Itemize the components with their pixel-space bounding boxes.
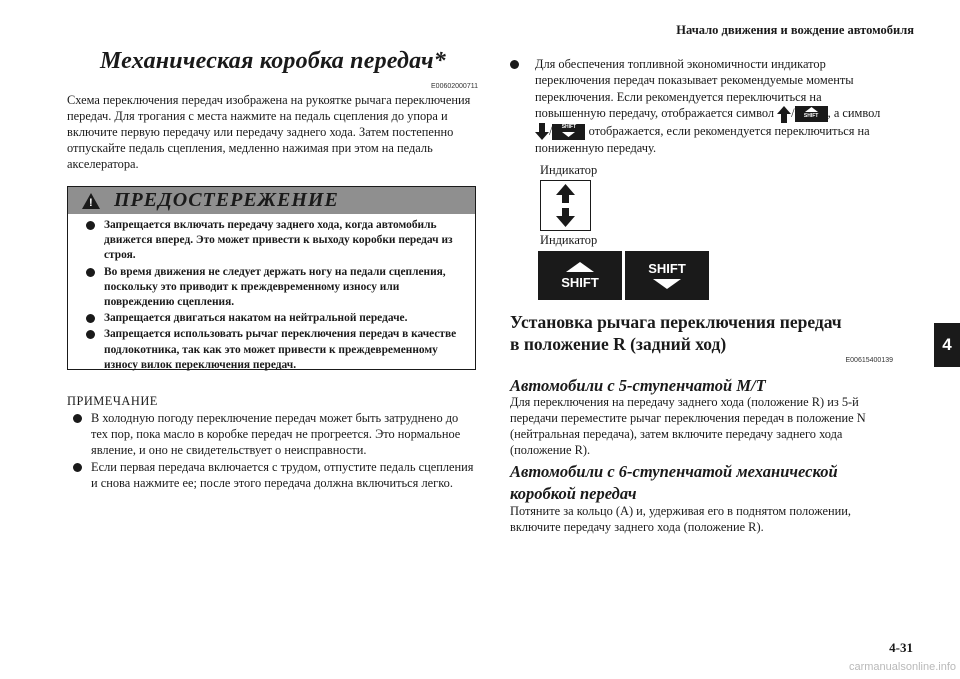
warning-title: ПРЕДОСТЕРЕЖЕНИЕ: [114, 189, 339, 211]
subsection-6mt-text: Потяните за кольцо (A) и, удерживая его в поднятом положении, включите передачу заднего хода (положение R).: [510, 504, 851, 534]
subsection-5mt-title: Автомобили с 5-ступенчатой М/Т: [510, 376, 766, 395]
up-down-arrows-icon: [541, 181, 590, 230]
indicator-label-2: Индикатор: [540, 233, 598, 247]
intro-paragraph: Схема переключения передач изображена на рукоятке рычага переключения передач. Для трогания с места нажмите на педаль сцепления до упора и включите первую передачу или передачу заднего хода. Затем постепенно отпускайте педаль сцепления, медленно нажимая при этом на педаль акселератора.: [67, 93, 471, 171]
chapter-tab: 4: [934, 323, 960, 367]
section-code: E00602000711: [431, 83, 478, 90]
warning-item: Запрещается включать передачу заднего хода, когда автомобиль движется вперед. Это может привести к выходу коробки передач из строя.: [86, 218, 465, 264]
shift-label: SHIFT: [648, 261, 686, 276]
warning-list: [68, 218, 475, 373]
shift-down-icon: SHIFT: [552, 124, 585, 140]
triangle-down-icon: [652, 278, 682, 290]
bullet-icon: [73, 414, 82, 423]
arrow-up-icon: [777, 106, 791, 123]
shift-up-icon: SHIFT: [795, 106, 828, 122]
warning-icon: !: [82, 193, 100, 209]
indicator-arrows-box: [540, 180, 591, 231]
note-item: Если первая передача включается с трудом, отпустите педаль сцепления и снова нажмите ее; после этого передача должна включиться легко.: [73, 459, 478, 491]
indicator-bullet-text: Для обеспечения топливной экономичности индикатор переключения передач показывает рекомендуемые моменты переключения. Если рекомендуется переключиться на повышенную передачу, отображается символ / SHIFT , а символ / SHIFT отображается, если рекомендуется переключиться на пониженную передачу.: [510, 56, 895, 157]
subsection-6mt-title: Автомобили с 6-ступенчатой механической коробкой передач: [510, 462, 838, 503]
warning-item: Во время движения не следует держать ногу на педали сцепления, поскольку это приводит к преждевременному износу или повреждению сцепления.: [86, 265, 465, 311]
arrow-down-icon: [535, 123, 549, 140]
page-number: 4-31: [889, 640, 913, 655]
running-header: Начало движения и вождение автомобиля: [676, 23, 914, 37]
indicator-label-1: Индикатор: [540, 163, 598, 177]
shift-down-indicator: [625, 251, 709, 300]
warning-item: Запрещается двигаться накатом на нейтральной передаче.: [86, 311, 465, 326]
watermark: carmanualsonline.info: [848, 661, 956, 673]
warning-box: [67, 186, 476, 370]
reverse-section-code: E00615400139: [845, 357, 893, 364]
triangle-up-icon: [565, 261, 595, 273]
shift-label: SHIFT: [561, 275, 599, 290]
warning-header: [68, 187, 475, 214]
shift-up-indicator: [538, 251, 622, 300]
bullet-icon: [86, 221, 95, 230]
bullet-icon: [86, 330, 95, 339]
bullet-icon: [73, 463, 82, 472]
section-title: Механическая коробка передач*: [99, 48, 447, 74]
bullet-icon: [86, 314, 95, 323]
note-item: В холодную погоду переключение передач может быть затруднено до тех пор, пока масло в коробке передач не прогреется. Это нормальное явление, и оно не свидетельствует о неисправности.: [73, 410, 478, 458]
note-title: ПРИМЕЧАНИЕ: [67, 394, 158, 408]
reverse-section-title: Установка рычага переключения передач в положение R (задний ход): [510, 312, 842, 354]
indicator-bullet: [510, 56, 895, 157]
warning-item: Запрещается использовать рычаг переключения передач в качестве подлокотника, так как это может привести к преждевременному износу вилок переключения передач.: [86, 327, 465, 373]
subsection-5mt-text: Для переключения на передачу заднего хода (положение R) из 5-й передачи переместите рычаг переключения передач в положение N (нейтральная передача), затем включите передачу заднего хода (положение R).: [510, 395, 866, 457]
note-list: [73, 410, 478, 492]
bullet-icon: [86, 268, 95, 277]
bullet-icon: [510, 60, 519, 69]
